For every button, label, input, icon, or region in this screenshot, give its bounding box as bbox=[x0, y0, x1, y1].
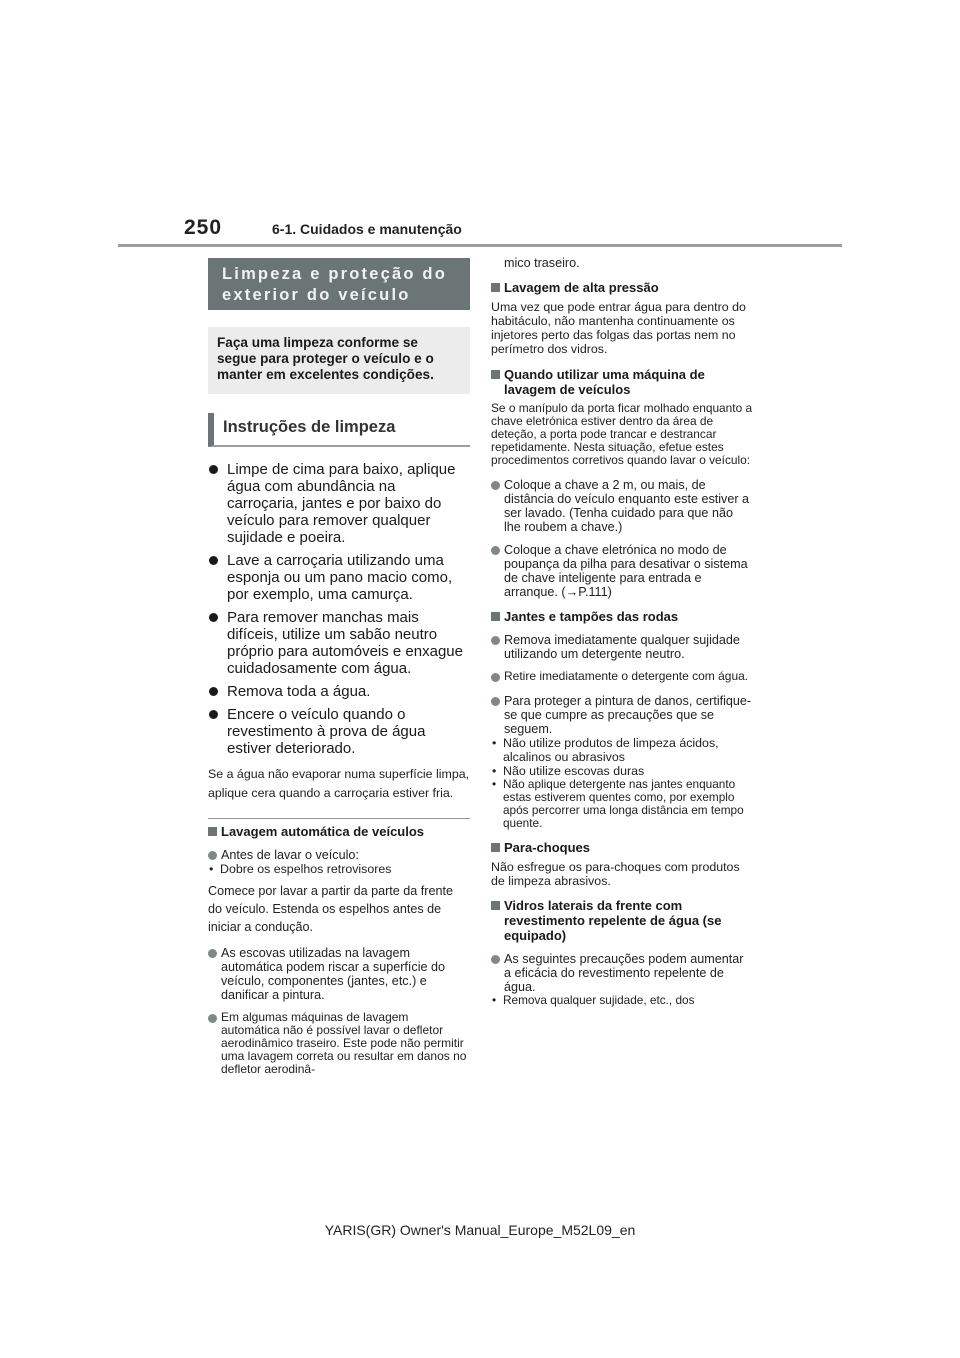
right-column bbox=[491, 254, 753, 1007]
wheels-bullet-1: • Não utilize produtos de limpeza ácidos, alcalinos ou abrasivos bbox=[492, 736, 719, 764]
high-pressure-text: Uma vez que pode entrar água para dentro do habitáculo, não mantenha continuamente os injetores perto das folgas das portas nem no perímetro dos vidros. bbox=[491, 300, 746, 356]
wax-note: Se a água não evaporar numa superfície limpa, aplique cera quando a carroçaria estiver fria. bbox=[208, 767, 470, 800]
circle-bullet-icon bbox=[208, 949, 217, 958]
bullet-icon bbox=[209, 613, 218, 622]
header-rule bbox=[118, 244, 842, 247]
wheels-point-2: Retire imediatamente o detergente com água. bbox=[491, 670, 753, 683]
square-bullet-icon bbox=[208, 827, 217, 836]
auto-wash-heading: Lavagem automática de veículos bbox=[208, 824, 470, 839]
continuation-text: mico traseiro. bbox=[504, 256, 580, 270]
circle-bullet-icon bbox=[491, 481, 500, 490]
bullet-icon bbox=[209, 710, 218, 719]
circle-bullet-icon bbox=[208, 851, 217, 860]
square-bullet-icon bbox=[491, 283, 500, 292]
list-item: Lave a carroçaria utilizando uma esponja ou um pano macio como, por exemplo, uma camurça. bbox=[208, 552, 470, 603]
auto-wash-text: Comece por lavar a partir da parte da frente do veículo. Estenda os espelhos antes de iniciar a condução. bbox=[208, 884, 454, 934]
bumpers-text: Não esfregue os para-choques com produtos de limpeza abrasivos. bbox=[491, 860, 740, 888]
auto-wash-before: Antes de lavar o veículo: bbox=[208, 848, 470, 862]
list-item: Limpe de cima para baixo, aplique água com abundância na carroçaria, jantes e por baixo do veículo para remover qualquer sujidade e poeira. bbox=[208, 461, 470, 546]
circle-bullet-icon bbox=[491, 546, 500, 555]
wheels-bullet-3: • Não aplique detergente nas jantes enquanto estas estiverem quentes como, por exemplo após percorrer uma longa distância em tempo quente. bbox=[492, 777, 744, 830]
auto-wash-point-2: Em algumas máquinas de lavagem automática não é possível lavar o defletor aerodinâmico traseiro. Este pode não permitir uma lavagem correta ou resultar em danos no defletor aerodinâ- bbox=[208, 1011, 470, 1076]
square-bullet-icon bbox=[491, 901, 500, 910]
topic-title-box: Limpeza e proteção do exterior do veículo bbox=[208, 258, 470, 310]
circle-bullet-icon bbox=[208, 1014, 217, 1023]
list-item: Para remover manchas mais difíceis, utilize um sabão neutro próprio para automóveis e enxague cuidadosamente com água. bbox=[208, 609, 470, 677]
list-item: Remova toda a água. bbox=[208, 683, 470, 700]
bullet-icon bbox=[209, 465, 218, 474]
section-title: 6-1. Cuidados e manutenção bbox=[272, 221, 462, 237]
machine-wash-point-1: Coloque a chave a 2 m, ou mais, de distância do veículo enquanto este estiver a ser lavado. (Tenha cuidado para que não lhe roubem a chave.) bbox=[491, 478, 753, 534]
square-bullet-icon bbox=[491, 370, 500, 379]
wheels-bullet-2: • Não utilize escovas duras bbox=[492, 764, 645, 778]
circle-bullet-icon bbox=[491, 697, 500, 706]
divider bbox=[208, 818, 470, 819]
cleaning-steps-list bbox=[208, 461, 470, 757]
footer-manual-id: YARIS(GR) Owner's Manual_Europe_M52L09_en bbox=[324, 1222, 636, 1238]
page-number: 250 bbox=[184, 216, 223, 239]
machine-wash-point-2: Coloque a chave eletrónica no modo de poupança da pilha para desativar o sistema de chave inteligente para entrada e arranque. (→P.111) bbox=[491, 543, 753, 599]
square-bullet-icon bbox=[491, 612, 500, 621]
wheels-point-3: Para proteger a pintura de danos, certifique-se que cumpre as precauções que se seguem. bbox=[491, 694, 753, 736]
bullet-icon bbox=[209, 687, 218, 696]
bullet-icon bbox=[209, 556, 218, 565]
left-column bbox=[208, 258, 470, 1076]
bumpers-heading: Para-choques bbox=[491, 840, 753, 855]
circle-bullet-icon bbox=[491, 955, 500, 964]
circle-bullet-icon bbox=[491, 673, 500, 682]
auto-wash-point-1: As escovas utilizadas na lavagem automática podem riscar a superfície do veículo, componentes (jantes, etc.) e danificar a pintura. bbox=[208, 946, 470, 1002]
windows-bullet-1: • Remova qualquer sujidade, etc., dos bbox=[492, 993, 695, 1007]
square-bullet-icon bbox=[491, 843, 500, 852]
machine-wash-text: Se o manípulo da porta ficar molhado enquanto a chave eletrónica estiver dentro da área de deteção, a porta pode trancar e destrancar repetidamente. Nesta situação, efetue estes procedimentos corretivos quando lavar o veículo: bbox=[491, 401, 753, 467]
auto-wash-mirror-bullet: • Dobre os espelhos retrovisores bbox=[209, 862, 392, 876]
intro-box: Faça uma limpeza conforme se segue para proteger o veículo e o manter em excelentes condições. bbox=[208, 327, 470, 394]
list-item: Encere o veículo quando o revestimento à prova de água estiver deteriorado. bbox=[208, 706, 470, 757]
wheels-heading: Jantes e tampões das rodas bbox=[491, 609, 753, 624]
wheels-point-1: Remova imediatamente qualquer sujidade utilizando um detergente neutro. bbox=[491, 633, 753, 661]
machine-wash-heading: Quando utilizar uma máquina de lavagem de veículos bbox=[491, 367, 753, 397]
windows-heading: Vidros laterais da frente com revestimento repelente de água (se equipado) bbox=[491, 898, 753, 943]
windows-point-1: As seguintes precauções podem aumentar a eficácia do revestimento repelente de água. bbox=[491, 952, 753, 994]
circle-bullet-icon bbox=[491, 636, 500, 645]
subheading-cleaning: Instruções de limpeza bbox=[208, 413, 470, 447]
high-pressure-heading: Lavagem de alta pressão bbox=[491, 280, 753, 295]
